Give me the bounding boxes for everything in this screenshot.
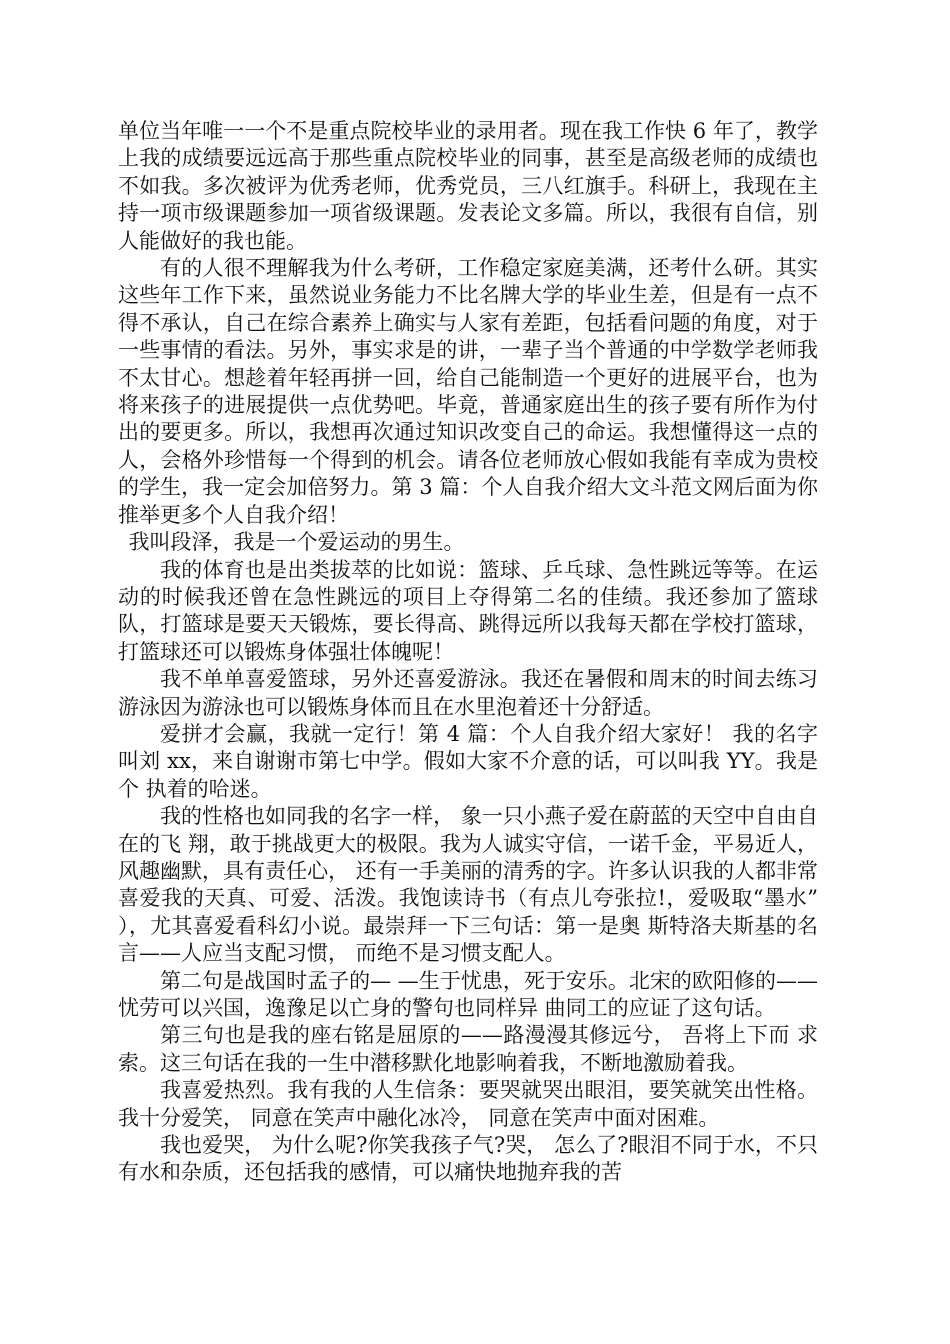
paragraph-6: 爱拼才会赢，我就一定行！第 4 篇：个人自我介绍大家好！ 我的名字叫刘 xx，来自谢谢市第七中学。假如大家不介意的话，可以叫我 YY。我是个 执着的哈迷。 (118, 721, 818, 801)
paragraph-9: 第三句也是我的座右铭是屈原的——路漫漫其修远兮， 吾将上下而 求索。这三句话在我的一生中潜移默化地影响着我，不断地激励着我。 (118, 1023, 818, 1075)
paragraph-8: 第二句是战国时孟子的— —生于忧患，死于安乐。北宋的欧阳修的——忧劳可以兴国，逸豫足以亡身的警句也同样异 曲同工的应证了这句话。 (118, 968, 818, 1020)
paragraph-2: 有的人很不理解我为什么考研，工作稳定家庭美满，还考什么研。其实这些年工作下来，虽然说业务能力不比名牌大学的毕业生差，但是有一点不得不承认，自己在综合素养上确实与人家有差距，包括看问题的角度，对于一些事情的看法。另外，事实求是的讲，一辈子当个普通的中学数学老师我不太甘心。想趁着年轻再拼一回，给自己能制造一个更好的进展平台，也为将来孩子的进展提供一点优势吧。毕竟，普通家庭出生的孩子要有所作为付出的要更多。所以，我想再次通过知识改变自己的命运。我想懂得这一点的人，会格外珍惜每一个得到的机会。请各位老师放心假如我能有幸成为贵校的学生，我一定会加倍努力。第 3 篇：个人自我介绍大文斗范文网后面为你推举更多个人自我介绍！ (118, 256, 818, 527)
document-page (118, 118, 818, 1187)
paragraph-4: 我的体育也是出类拔萃的比如说：篮球、乒乓球、急性跳远等等。在运动的时候我还曾在急性跳远的项目上夺得第二名的佳绩。我还参加了篮球队，打篮球是要天天锻炼，要长得高、跳得远所以我每天都在学校打篮球，打篮球还可以锻炼身体强壮体魄呢！ (118, 557, 818, 664)
paragraph-5: 我不单单喜爱篮球，另外还喜爱游泳。我还在暑假和周末的时间去练习游泳因为游泳也可以锻炼身体而且在水里泡着还十分舒适。 (118, 667, 818, 719)
paragraph-11: 我也爱哭， 为什么呢?你笑我孩子气?哭， 怎么了?眼泪不同于水，不只有水和杂质，还包括我的感情，可以痛快地抛弃我的苦 (118, 1133, 818, 1185)
paragraph-3: 我叫段泽，我是一个爱运动的男生。 (128, 530, 465, 555)
paragraph-7: 我的性格也如同我的名字一样， 象一只小燕子爱在蔚蓝的天空中自由自在的飞 翔，敢于挑战更大的极限。我为人诚实守信，一诺千金，平易近人，风趣幽默，具有责任心， 还有一手美丽的清秀的字。许多认识我的人都非常喜爱我的天真、可爱、活泼。我饱读诗书（有点儿夸张拉!，爱吸取“墨水” ），尤其喜爱看科幻小说。最崇拜一下三句话：第一是奥 斯特洛夫斯基的名言——人应当支配习惯， 而绝不是习惯支配人。 (118, 804, 818, 966)
paragraph-1: 单位当年唯一一个不是重点院校毕业的录用者。现在我工作快 6 年了，教学上我的成绩要远远高于那些重点院校毕业的同事，甚至是高级老师的成绩也不如我。多次被评为优秀老师，优秀党员，三八红旗手。科研上，我现在主持一项市级课题参加一项省级课题。发表论文多篇。所以，我很有自信，别人能做好的我也能。 (118, 119, 818, 253)
paragraph-10: 我喜爱热烈。我有我的人生信条：要哭就哭出眼泪，要笑就笑出性格。我十分爱笑， 同意在笑声中融化冰冷， 同意在笑声中面对困难。 (118, 1078, 818, 1130)
